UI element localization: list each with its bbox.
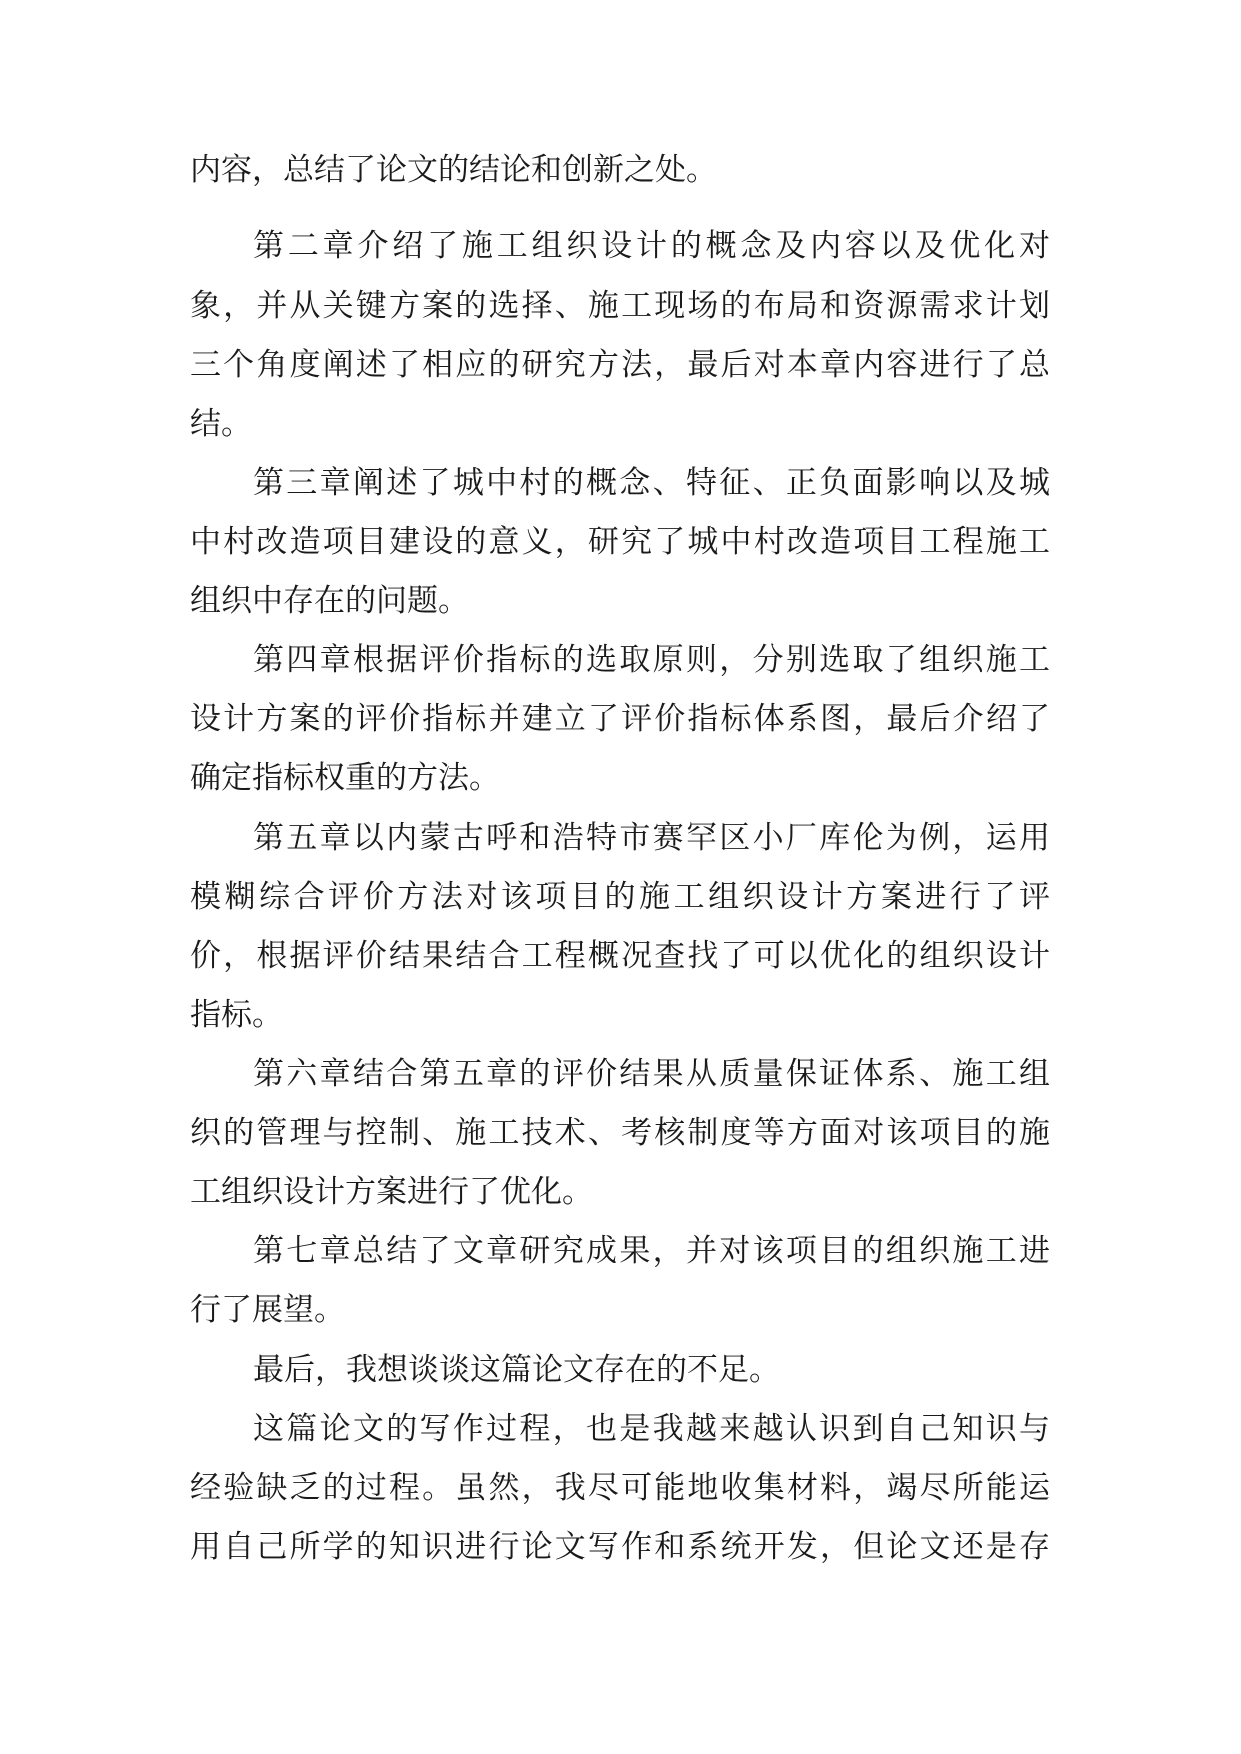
text-line: 第六章结合第五章的评价结果从质量保证体系、施工组 [253,1056,1050,1092]
text-line: 最后，我想谈谈这篇论文存在的不足。 [253,1352,780,1388]
text-line: 中村改造项目建设的意义，研究了城中村改造项目工程施工 [190,524,1050,560]
text-line: 织的管理与控制、施工技术、考核制度等方面对该项目的施 [190,1115,1050,1151]
text-line: 第四章根据评价指标的选取原则，分别选取了组织施工 [253,642,1050,678]
text-line: 组织中存在的问题。 [190,583,469,619]
text-line: 用自己所学的知识进行论文写作和系统开发，但论文还是存 [190,1529,1050,1565]
text-line: 指标。 [190,997,283,1033]
text-line: 工组织设计方案进行了优化。 [190,1174,593,1210]
text-line: 结。 [190,406,252,442]
text-line: 这篇论文的写作过程，也是我越来越认识到自己知识与 [253,1411,1050,1447]
text-line: 行了展望。 [190,1292,345,1328]
text-line: 三个角度阐述了相应的研究方法，最后对本章内容进行了总 [190,347,1050,383]
text-line: 象，并从关键方案的选择、施工现场的布局和资源需求计划 [190,288,1050,324]
text-line: 第五章以内蒙古呼和浩特市赛罕区小厂库伦为例，运用 [253,820,1050,856]
text-line: 第二章介绍了施工组织设计的概念及内容以及优化对 [253,228,1050,264]
text-line: 第七章总结了文章研究成果，并对该项目的组织施工进 [253,1233,1050,1269]
text-line: 第三章阐述了城中村的概念、特征、正负面影响以及城 [253,465,1050,501]
text-line: 价，根据评价结果结合工程概况查找了可以优化的组织设计 [190,938,1050,974]
text-line: 模糊综合评价方法对该项目的施工组织设计方案进行了评 [190,879,1050,915]
text-line: 确定指标权重的方法。 [190,760,500,796]
text-line: 内容，总结了论文的结论和创新之处。 [190,152,717,188]
text-line: 经验缺乏的过程。虽然，我尽可能地收集材料，竭尽所能运 [190,1470,1050,1506]
text-line: 设计方案的评价指标并建立了评价指标体系图，最后介绍了 [190,701,1050,737]
